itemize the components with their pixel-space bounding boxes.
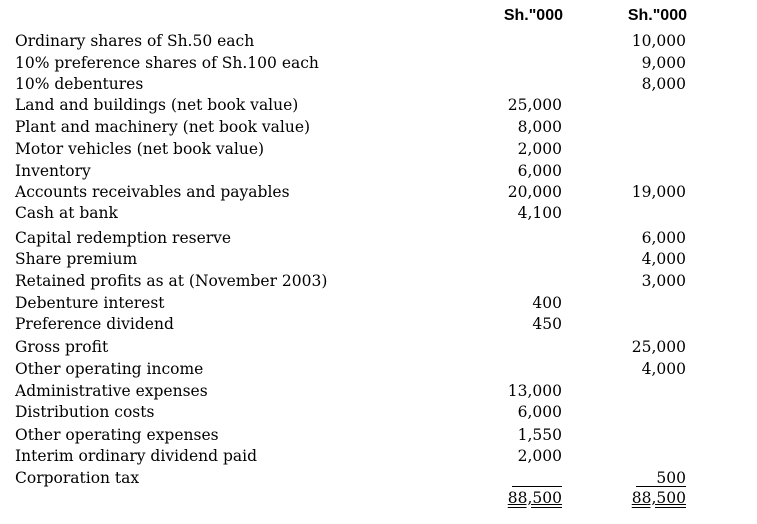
row-value-debit: 8,000 xyxy=(517,118,562,136)
row-label: Motor vehicles (net book value) xyxy=(15,140,265,158)
row-label: Distribution costs xyxy=(15,403,155,421)
total-credit: 88,500 xyxy=(631,489,686,507)
row-label: Plant and machinery (net book value) xyxy=(15,118,311,136)
table-row xyxy=(0,248,757,270)
row-label: Inventory xyxy=(15,162,91,180)
row-value-debit: 1,550 xyxy=(517,426,562,444)
row-label: 10% debentures xyxy=(15,75,144,93)
row-value-debit: 400 xyxy=(532,294,562,312)
row-value-debit: 13,000 xyxy=(507,382,562,400)
column-header-debit: Sh."000 xyxy=(503,7,563,24)
table-row xyxy=(0,358,757,380)
row-label: Accounts receivables and payables xyxy=(15,183,290,201)
row-value-credit: 9,000 xyxy=(641,54,686,72)
table-row xyxy=(0,94,757,116)
row-value-debit: 4,100 xyxy=(517,204,562,222)
row-label: Interim ordinary dividend paid xyxy=(15,447,257,465)
row-label: Other operating expenses xyxy=(15,426,219,444)
row-value-debit: 2,000 xyxy=(517,140,562,158)
table-row xyxy=(0,52,757,74)
row-value-credit: 10,000 xyxy=(631,32,686,50)
table-row xyxy=(0,424,757,446)
row-label: Retained profits as at (November 2003) xyxy=(15,272,328,290)
table-row xyxy=(0,181,757,203)
row-value-credit: 3,000 xyxy=(641,272,686,290)
row-label: Land and buildings (net book value) xyxy=(15,96,299,114)
row-label: 10% preference shares of Sh.100 each xyxy=(15,54,319,72)
table-row xyxy=(0,313,757,335)
row-label: Cash at bank xyxy=(15,204,118,222)
row-label: Debenture interest xyxy=(15,294,165,312)
row-value-credit: 8,000 xyxy=(641,75,686,93)
table-row xyxy=(0,30,757,52)
row-value-debit: 25,000 xyxy=(507,96,562,114)
table-row xyxy=(0,380,757,402)
row-value-credit: 6,000 xyxy=(641,229,686,247)
row-label: Administrative expenses xyxy=(15,382,208,400)
table-row xyxy=(0,292,757,314)
row-label: Ordinary shares of Sh.50 each xyxy=(15,32,255,50)
row-label: Capital redemption reserve xyxy=(15,229,232,247)
table-row xyxy=(0,445,757,467)
row-value-credit: 19,000 xyxy=(631,183,686,201)
row-value-debit: 450 xyxy=(532,315,562,333)
table-row xyxy=(0,227,757,249)
row-value-debit: 2,000 xyxy=(517,447,562,465)
table-row xyxy=(0,73,757,95)
row-value-debit: 6,000 xyxy=(517,403,562,421)
column-header-credit: Sh."000 xyxy=(627,7,687,24)
row-value-credit: 4,000 xyxy=(641,250,686,268)
table-row xyxy=(0,336,757,358)
table-row xyxy=(0,116,757,138)
total-debit: 88,500 xyxy=(507,489,562,507)
row-value-credit: 4,000 xyxy=(641,360,686,378)
row-value-credit: 25,000 xyxy=(631,338,686,356)
row-label: Preference dividend xyxy=(15,315,174,333)
table-row xyxy=(0,202,757,224)
table-row xyxy=(0,270,757,292)
table-row xyxy=(0,160,757,182)
row-label: Gross profit xyxy=(15,338,109,356)
row-value-credit: 500 xyxy=(656,469,686,487)
row-value-debit: 20,000 xyxy=(507,183,562,201)
row-value-debit: 6,000 xyxy=(517,162,562,180)
row-label: Share premium xyxy=(15,250,138,268)
table-row xyxy=(0,401,757,423)
table-row xyxy=(0,138,757,160)
row-label: Other operating income xyxy=(15,360,204,378)
row-label: Corporation tax xyxy=(15,469,140,487)
